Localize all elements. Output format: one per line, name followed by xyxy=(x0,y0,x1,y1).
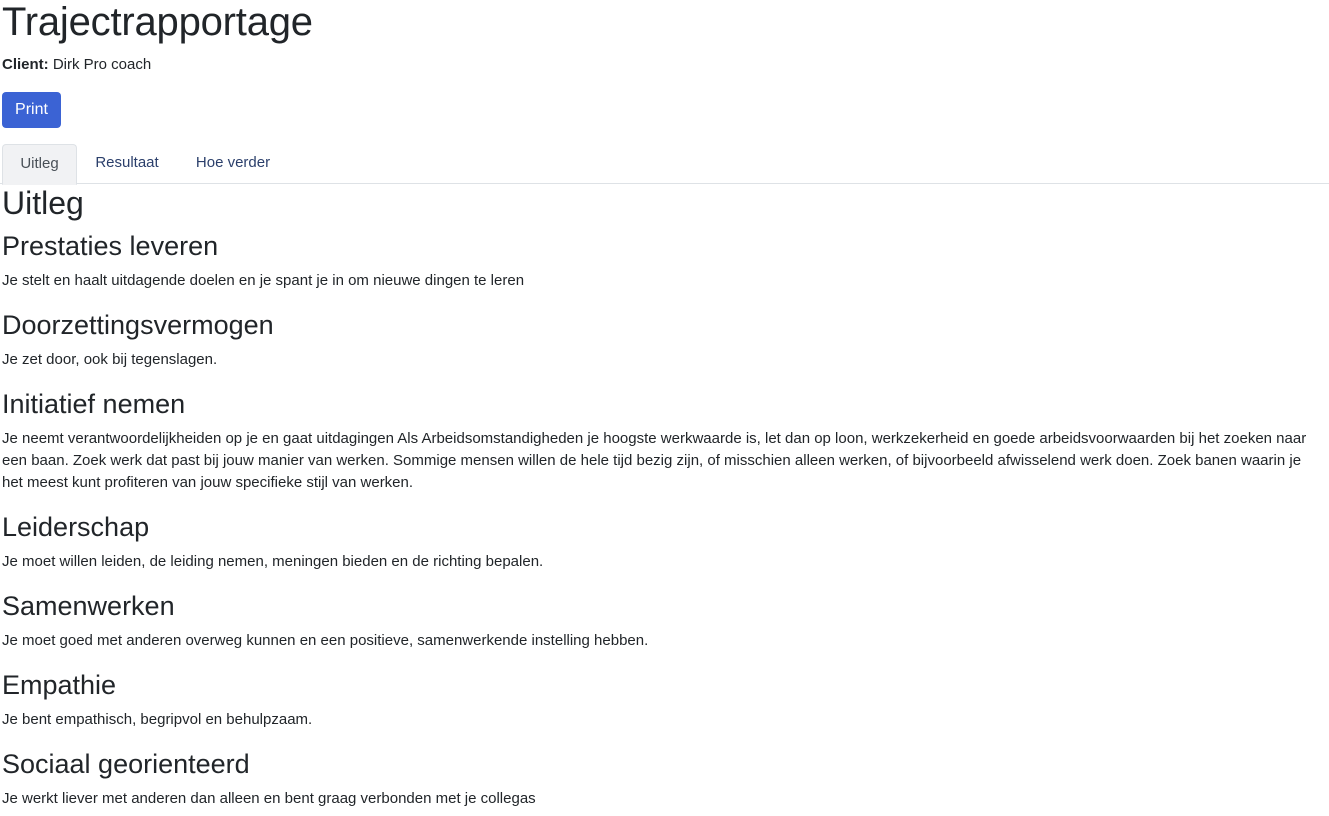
section-title: Uitleg xyxy=(2,185,84,221)
item-title-prestaties-leveren: Prestaties leveren xyxy=(2,231,219,261)
item-text-prestaties-leveren: Je stelt en haalt uitdagende doelen en je spant je in om nieuwe dingen te leren xyxy=(2,272,525,289)
item-text-sociaal-georienteerd: Je werkt liever met anderen dan alleen en bent graag verbonden met je collegas xyxy=(2,790,536,807)
print-button[interactable]: Print xyxy=(2,92,61,128)
tab-resultaat[interactable]: Resultaat xyxy=(95,154,159,171)
item-title-samenwerken: Samenwerken xyxy=(2,591,175,621)
tab-bar xyxy=(0,144,1329,184)
item-title-sociaal-georienteerd: Sociaal georienteerd xyxy=(2,749,250,779)
tab-hoe-verder[interactable]: Hoe verder xyxy=(195,154,271,171)
client-name: Dirk Pro coach xyxy=(52,56,152,73)
client-label: Client: xyxy=(2,56,49,73)
item-text-leiderschap: Je moet willen leiden, de leiding nemen, meningen bieden en de richting bepalen. xyxy=(2,553,544,570)
item-text-initiatief-nemen: Je neemt verantwoordelijkheiden op je en gaat uitdagingen Als Arbeidsomstandigheden je hoogste werkwaarde is, let dan op loon, werkzekerheid en goede arbeidsvoorwaarden bij het zoeken naar een baan. Zoek werk dat past bij jouw manier van werken. Sommige mensen willen de hele tijd bezig zijn, of misschien alleen werken, of bijvoorbeeld afwisselend werk doen. Zoek banen waarin je het meest kunt profiteren van jouw specifieke stijl van werken. xyxy=(2,430,1307,491)
item-text-doorzettingsvermogen: Je zet door, ook bij tegenslagen. xyxy=(2,351,218,368)
client-line xyxy=(2,55,151,75)
item-title-initiatief-nemen: Initiatief nemen xyxy=(2,389,186,419)
item-text-samenwerken: Je moet goed met anderen overweg kunnen en een positieve, samenwerkende instelling hebben. xyxy=(2,632,649,649)
item-title-leiderschap: Leiderschap xyxy=(2,512,150,542)
tab-uitleg[interactable]: Uitleg xyxy=(2,144,77,185)
item-title-empathie: Empathie xyxy=(2,670,117,700)
item-title-doorzettingsvermogen: Doorzettingsvermogen xyxy=(2,310,274,340)
page-title: Trajectrapportage xyxy=(2,0,313,44)
item-text-empathie: Je bent empathisch, begripvol en behulpzaam. xyxy=(2,711,313,728)
